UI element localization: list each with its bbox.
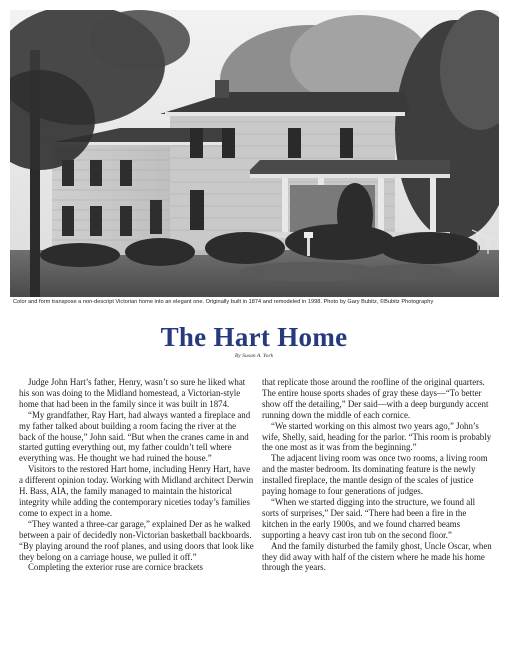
paragraph: “They wanted a three-car garage,” explained Der as he walked between a pair of decidedly non-Victorian basketball backboards. “By playing around the roof planes, and using doors that look like they belong on a carriage house, we pulled it off.” [19,518,254,562]
paragraph: The adjacent living room was once two rooms, a living room and the master bedroom. Its dominating feature is the newly installed fireplace, the mantle design of the scales of justice paying homage to four generations of judges. [262,453,488,497]
victorian-house-illustration [10,10,499,297]
paragraph: Visitors to the restored Hart home, including Henry Hart, have a different opinion today. Working with Midland architect Derwin H. Bass, AIA, the family managed to maintain the historical integrity while adding the contemporary niceties today’s families come to expect in a home. [19,464,254,518]
article-column-left [19,377,255,573]
paragraph: Completing the exterior ruse are cornice brackets [28,562,203,573]
paragraph: “When we started digging into the structure, we found all sorts of surprises,” Der said. “There had been a fire in the kitchen in the early 1900s, and we found charred beams supporting a heavy cast iron tub on the second floor.” [262,496,476,540]
photo-caption: Color and form transpose a non-descript Victorian home into an elegant one. Originally built in 1874 and remodeled in 1998. Photo by Gary Bubitz, ©Bubitz Photography [13,299,434,305]
paragraph: “My grandfather, Ray Hart, had always wanted a fireplace and my father talked about building a room facing the river at the back of the house,” John said. “But when the cranes came in and started gutting everything out, my father couldn’t tell where everything was. He thought we had ruined the house.” [19,409,251,464]
article-byline: By Susan A. York [234,353,274,359]
article-column-right [262,377,492,573]
paragraph: that replicate those around the roofline of the original quarters. The entire house sports shades of gray these days—“To better show off the detailing,” Der said—with a deep burgundy accent running down the middle of each cornice. [262,377,489,420]
house-photo [10,10,499,297]
paragraph: And the family disturbed the family ghost, Uncle Oscar, when they did away with half of the cistern where he made his home through the years. [262,540,492,573]
paragraph: “We started working on this almost two years ago,” John’s wife, Shelly, said, heading for the parlor. “This room is probably the one most as it was from the beginning.” [262,420,492,453]
paragraph: Judge John Hart’s father, Henry, wasn’t so sure he liked what his son was doing to the Midland homestead, a Victorian-style home that had been in the family since it was built in 1874. [19,377,246,409]
article-title: The Hart Home [160,322,348,352]
